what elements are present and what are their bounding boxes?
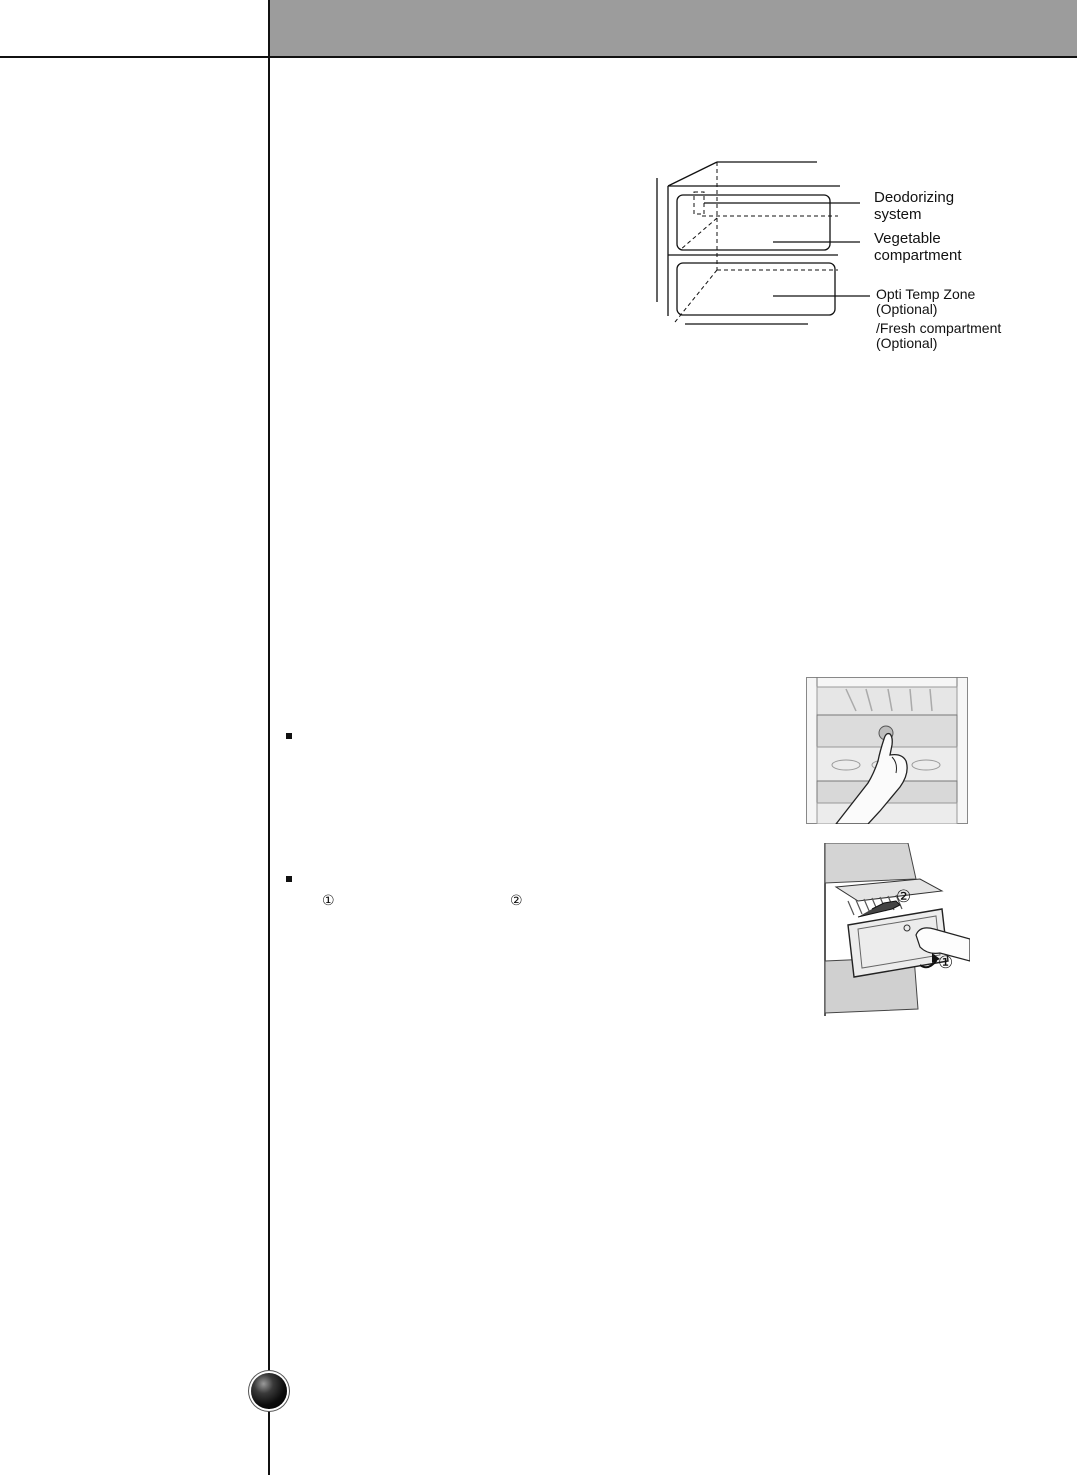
- header-bar: [269, 0, 1077, 56]
- press-button-drawing: [806, 677, 968, 824]
- deodorizing-label-2: system: [874, 206, 922, 223]
- press-button-illustration: [806, 677, 968, 824]
- margin-rule: [268, 0, 270, 1475]
- bullet-marker-1: [286, 733, 292, 739]
- opti-temp-label-1: Opti Temp Zone: [876, 286, 976, 302]
- drawer-step-2-label: ②: [896, 887, 912, 907]
- opti-temp-label-2: (Optional): [876, 301, 938, 317]
- header-rule: [0, 56, 1077, 58]
- pull-drawer-illustration: [824, 843, 970, 1016]
- bullet-marker-2: [286, 876, 292, 882]
- step-marker-1: ①: [322, 893, 335, 909]
- header-left-panel: [0, 0, 268, 56]
- drawer-step-1-label: ①: [938, 953, 954, 973]
- vegetable-label-2: compartment: [874, 247, 962, 264]
- pull-drawer-drawing: [824, 843, 970, 1016]
- step-marker-2: ②: [510, 893, 523, 909]
- vegetable-label-1: Vegetable: [874, 230, 941, 247]
- fresh-label-2: (Optional): [876, 335, 938, 351]
- fresh-label-1: /Fresh compartment: [876, 320, 1002, 336]
- deodorizing-label-1: Deodorizing: [874, 189, 955, 206]
- page-number-badge: [251, 1373, 287, 1409]
- compartment-diagram: [640, 150, 1020, 360]
